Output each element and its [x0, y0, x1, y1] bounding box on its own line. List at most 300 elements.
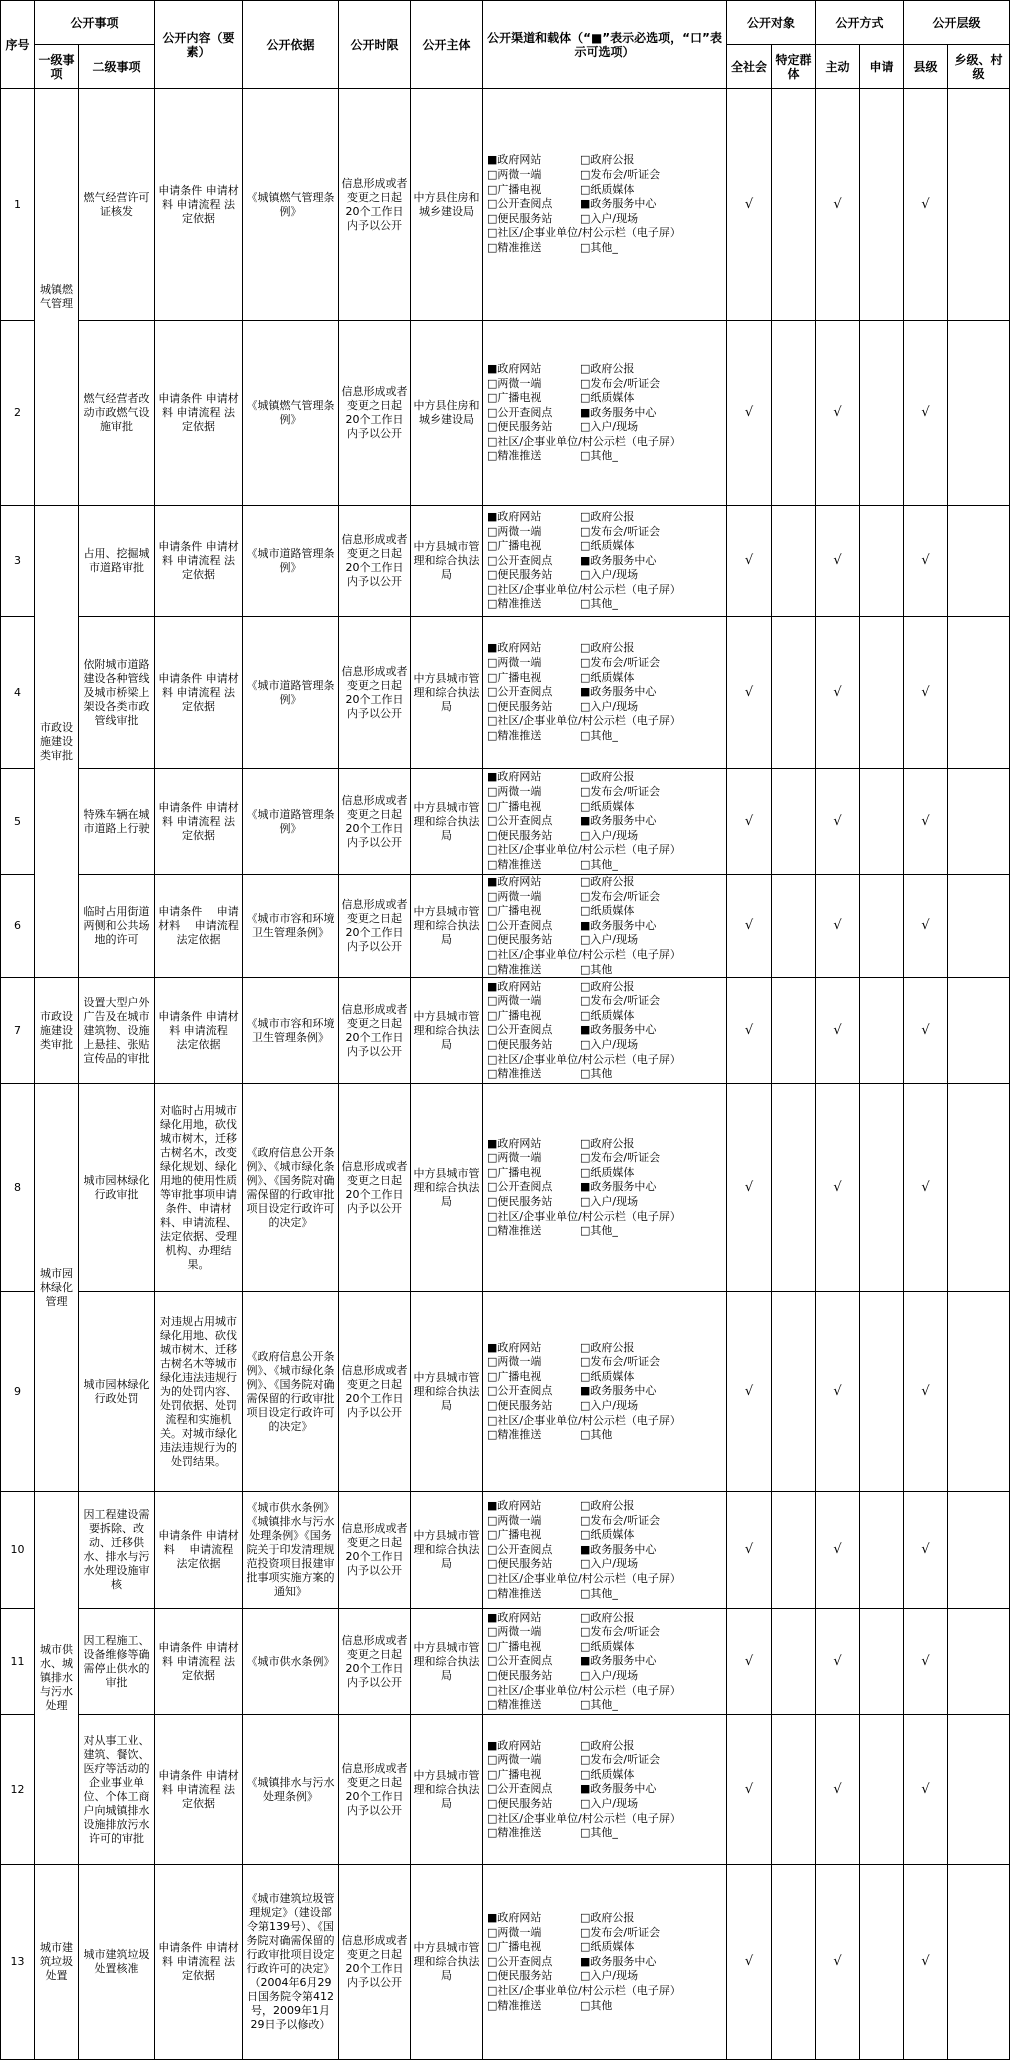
channel-option: □发布会/听证会 [580, 1355, 661, 1369]
channel-option: □纸质媒体 [580, 1165, 635, 1179]
channel-option: ■政务服务中心 [580, 405, 657, 419]
disclosure-subject: 中方县城市管理和综合执法局 [411, 1492, 483, 1609]
channel-list [487, 510, 722, 612]
channel-option: □广播电视 [487, 799, 542, 813]
town-cell [948, 875, 1010, 978]
disclosure-channels [483, 89, 727, 321]
channel-option: ■政务服务中心 [580, 1180, 657, 1194]
channel-option: □便民服务站 [487, 1398, 553, 1412]
table-row [1, 1292, 1010, 1492]
channel-list [487, 1911, 722, 2013]
society-check: √ [727, 89, 772, 321]
row-number: 1 [1, 89, 35, 321]
county-check: √ [904, 617, 948, 769]
apply-cell [860, 1865, 904, 2060]
channel-option: □发布会/听证会 [580, 889, 661, 903]
channel-option: □便民服务站 [487, 1796, 553, 1810]
disclosure-subject: 中方县城市管理和综合执法局 [411, 617, 483, 769]
channel-option: □纸质媒体 [580, 1940, 635, 1954]
society-check: √ [727, 321, 772, 506]
channel-option: □广播电视 [487, 1639, 542, 1653]
channel-option: □两微一端 [487, 1355, 542, 1369]
channel-option: □广播电视 [487, 1528, 542, 1542]
channel-option: □便民服务站 [487, 1668, 553, 1682]
apply-cell [860, 978, 904, 1084]
channel-option: □便民服务站 [487, 1969, 553, 1983]
disclosure-basis: 《城市建筑垃圾管理规定》（建设部令第139号）、《国务院对确需保留的行政审批项目设定行政许可的决定》（2004年6月29日国务院令第412号，2009年1月29日予以修改） [243, 1865, 339, 2060]
channel-option: □其他_ [580, 1586, 618, 1600]
channel-option: □便民服务站 [487, 211, 553, 225]
channel-option: □两微一端 [487, 524, 542, 538]
header-town: 乡级、村级 [948, 45, 1010, 89]
county-check: √ [904, 1492, 948, 1609]
disclosure-subject: 中方县城市管理和综合执法局 [411, 1609, 483, 1715]
level2-item: 对从事工业、建筑、餐饮、医疗等活动的企业事业单位、个体工商户向城镇排水设施排放污水许可的审批 [79, 1715, 155, 1865]
disclosure-subject: 中方县住房和城乡建设局 [411, 321, 483, 506]
specific-group-cell [772, 89, 816, 321]
header-county: 县级 [904, 45, 948, 89]
channel-option: □其他_ [580, 449, 618, 463]
apply-cell [860, 875, 904, 978]
header-society: 全社会 [727, 45, 772, 89]
channel-option: □其他_ [580, 857, 618, 871]
channel-option: ■政务服务中心 [580, 814, 657, 828]
channel-option: □其他 [580, 1067, 613, 1081]
level2-item: 因工程建设需要拆除、改动、迁移供水、排水与污水处理设施审核 [79, 1492, 155, 1609]
disclosure-timelimit: 信息形成或者变更之日起20个工作日内予以公开 [339, 1292, 411, 1492]
channel-option: □两微一端 [487, 994, 542, 1008]
disclosure-content: 对违规占用城市绿化用地、砍伐城市树木、迁移古树名木等城市绿化违法违规行为的处罚内容、处罚依据、处罚流程和实施机关。对城市绿化违法违规行为的处罚结果。 [155, 1292, 243, 1492]
disclosure-timelimit: 信息形成或者变更之日起20个工作日内予以公开 [339, 1084, 411, 1292]
active-check: √ [816, 769, 860, 875]
channel-option: □入户/现场 [580, 1557, 639, 1571]
county-check: √ [904, 1292, 948, 1492]
disclosure-content: 申请条件 申请材料 申请流程 法定依据 [155, 506, 243, 617]
channel-option: □公开查阅点 [487, 553, 553, 567]
channel-option: □广播电视 [487, 1369, 542, 1383]
town-cell [948, 769, 1010, 875]
header-basis: 公开依据 [243, 1, 339, 89]
channel-option: □公开查阅点 [487, 685, 553, 699]
specific-group-cell [772, 506, 816, 617]
specific-group-cell [772, 1609, 816, 1715]
level1-item: 城市建筑垃圾处置 [35, 1865, 79, 2060]
channel-option: □两微一端 [487, 168, 542, 182]
channel-list [487, 980, 722, 1082]
disclosure-basis: 《政府信息公开条例》、《城市绿化条例》、《国务院对确需保留的行政审批项目设定行政许可的决定》 [243, 1084, 339, 1292]
channel-option: □便民服务站 [487, 1194, 553, 1208]
header-active: 主动 [816, 45, 860, 89]
channel-option: □广播电视 [487, 1165, 542, 1179]
channel-option: □发布会/听证会 [580, 1151, 661, 1165]
channel-option: □便民服务站 [487, 828, 553, 842]
disclosure-timelimit: 信息形成或者变更之日起20个工作日内予以公开 [339, 875, 411, 978]
disclosure-timelimit: 信息形成或者变更之日起20个工作日内予以公开 [339, 617, 411, 769]
channel-option: □其他_ [580, 1698, 618, 1712]
society-check: √ [727, 769, 772, 875]
society-check: √ [727, 1715, 772, 1865]
channel-option: □公开查阅点 [487, 1542, 553, 1556]
channel-option: □社区/企事业单位/村公示栏（电子屏） [487, 843, 681, 857]
specific-group-cell [772, 1084, 816, 1292]
channel-option: ■政务服务中心 [580, 1384, 657, 1398]
apply-cell [860, 617, 904, 769]
channel-option: □纸质媒体 [580, 182, 635, 196]
channel-option: □纸质媒体 [580, 799, 635, 813]
level2-item: 特殊车辆在城市道路上行驶 [79, 769, 155, 875]
specific-group-cell [772, 769, 816, 875]
apply-cell [860, 1715, 904, 1865]
county-check: √ [904, 321, 948, 506]
channel-list [487, 1341, 722, 1443]
channel-option: □社区/企事业单位/村公示栏（电子屏） [487, 1811, 681, 1825]
channel-option: □公开查阅点 [487, 197, 553, 211]
header-subject: 公开主体 [411, 1, 483, 89]
county-check: √ [904, 1865, 948, 2060]
channel-option: □精准推送 [487, 1586, 542, 1600]
channel-option: □入户/现场 [580, 1037, 639, 1051]
town-cell [948, 978, 1010, 1084]
channel-list [487, 362, 722, 464]
channel-option: □社区/企事业单位/村公示栏（电子屏） [487, 1209, 681, 1223]
level2-item: 因工程施工、设备维修等确需停止供水的审批 [79, 1609, 155, 1715]
row-number: 9 [1, 1292, 35, 1492]
channel-option: □广播电视 [487, 1940, 542, 1954]
channel-option: □精准推送 [487, 1224, 542, 1238]
channel-option: □其他_ [580, 1826, 618, 1840]
channel-option: □两微一端 [487, 1625, 542, 1639]
disclosure-timelimit: 信息形成或者变更之日起20个工作日内予以公开 [339, 769, 411, 875]
channel-option: □政府公报 [580, 1340, 635, 1354]
channel-option: ■政府网站 [487, 1610, 542, 1624]
channel-option: □公开查阅点 [487, 1654, 553, 1668]
society-check: √ [727, 617, 772, 769]
channel-option: ■政府网站 [487, 770, 542, 784]
active-check: √ [816, 1865, 860, 2060]
channel-option: □精准推送 [487, 1998, 542, 2012]
town-cell [948, 506, 1010, 617]
disclosure-timelimit: 信息形成或者变更之日起20个工作日内予以公开 [339, 1715, 411, 1865]
town-cell [948, 321, 1010, 506]
channel-option: □精准推送 [487, 597, 542, 611]
header-seq: 序号 [1, 1, 35, 89]
channel-option: □社区/企事业单位/村公示栏（电子屏） [487, 1572, 681, 1586]
row-number: 2 [1, 321, 35, 506]
table-row [1, 321, 1010, 506]
apply-cell [860, 1609, 904, 1715]
channel-option: □两微一端 [487, 656, 542, 670]
disclosure-basis: 《城镇燃气管理条例》 [243, 89, 339, 321]
table-row [1, 1609, 1010, 1715]
channel-option: □公开查阅点 [487, 918, 553, 932]
disclosure-content: 申请条件 申请材料 申请流程 法定依据 [155, 1609, 243, 1715]
channel-option: □发布会/听证会 [580, 1753, 661, 1767]
channel-option: □入户/现场 [580, 1796, 639, 1810]
channel-option: □入户/现场 [580, 1969, 639, 1983]
disclosure-content: 申请条件 申请材料 申请流程 法定依据 [155, 875, 243, 978]
channel-option: □精准推送 [487, 962, 542, 976]
channel-list [487, 641, 722, 743]
channel-option: □入户/现场 [580, 828, 639, 842]
channel-option: □纸质媒体 [580, 670, 635, 684]
header-timelimit: 公开时限 [339, 1, 411, 89]
town-cell [948, 1292, 1010, 1492]
disclosure-timelimit: 信息形成或者变更之日起20个工作日内予以公开 [339, 1865, 411, 2060]
row-number: 11 [1, 1609, 35, 1715]
row-number: 13 [1, 1865, 35, 2060]
level1-item: 市政设施建设类审批 [35, 978, 79, 1084]
disclosure-timelimit: 信息形成或者变更之日起20个工作日内予以公开 [339, 89, 411, 321]
header-mode: 公开方式 [816, 1, 904, 45]
level1-item: 城市供水、城镇排水与污水处理 [35, 1492, 79, 1865]
channel-option: ■政府网站 [487, 509, 542, 523]
table-row [1, 1084, 1010, 1292]
disclosure-content: 对临时占用城市绿化用地，砍伐城市树木，迁移古树名木，改变绿化规划、绿化用地的使用性质等审批事项申请条件、申请材料、申请流程、法定依据、受理机构、办理结果。 [155, 1084, 243, 1292]
channel-option: □其他 [580, 1998, 613, 2012]
channel-option: □两微一端 [487, 785, 542, 799]
county-check: √ [904, 1609, 948, 1715]
county-check: √ [904, 1715, 948, 1865]
disclosure-basis: 《城市道路管理条例》 [243, 506, 339, 617]
channel-option: □入户/现场 [580, 933, 639, 947]
channel-option: ■政府网站 [487, 1738, 542, 1752]
level2-item: 城市园林绿化行政审批 [79, 1084, 155, 1292]
table-row [1, 978, 1010, 1084]
channel-option: □公开查阅点 [487, 814, 553, 828]
channel-option: □社区/企事业单位/村公示栏（电子屏） [487, 434, 681, 448]
disclosure-subject: 中方县城市管理和综合执法局 [411, 1292, 483, 1492]
header-content: 公开内容（要素） [155, 1, 243, 89]
active-check: √ [816, 617, 860, 769]
channel-list [487, 1499, 722, 1601]
county-check: √ [904, 875, 948, 978]
channel-option: □发布会/听证会 [580, 376, 661, 390]
channel-list [487, 770, 722, 872]
disclosure-timelimit: 信息形成或者变更之日起20个工作日内予以公开 [339, 978, 411, 1084]
town-cell [948, 89, 1010, 321]
channel-option: □纸质媒体 [580, 904, 635, 918]
channel-option: □两微一端 [487, 889, 542, 903]
disclosure-basis: 《城镇排水与污水处理条例》 [243, 1715, 339, 1865]
apply-cell [860, 506, 904, 617]
disclosure-channels [483, 978, 727, 1084]
channel-option: □便民服务站 [487, 1557, 553, 1571]
channel-list [487, 153, 722, 255]
channel-option: ■政府网站 [487, 979, 542, 993]
channel-option: □其他 [580, 1428, 613, 1442]
disclosure-basis: 《城镇燃气管理条例》 [243, 321, 339, 506]
table-row [1, 89, 1010, 321]
disclosure-content: 申请条件 申请材料 申请流程 法定依据 [155, 769, 243, 875]
channel-option: □其他_ [580, 597, 618, 611]
channel-option: □其他_ [580, 1224, 618, 1238]
active-check: √ [816, 1609, 860, 1715]
level2-item: 临时占用街道两侧和公共场地的许可 [79, 875, 155, 978]
header-tier: 公开层级 [904, 1, 1010, 45]
disclosure-subject: 中方县城市管理和综合执法局 [411, 1865, 483, 2060]
header-matter: 公开事项 [35, 1, 155, 45]
active-check: √ [816, 321, 860, 506]
channel-option: □政府公报 [580, 1499, 635, 1513]
channel-option: ■政府网站 [487, 361, 542, 375]
disclosure-basis: 《城市市容和环境卫生管理条例》 [243, 875, 339, 978]
channel-option: □便民服务站 [487, 1037, 553, 1051]
channel-option: □政府公报 [580, 641, 635, 655]
channel-option: □政府公报 [580, 1136, 635, 1150]
apply-cell [860, 1084, 904, 1292]
active-check: √ [816, 875, 860, 978]
header-specific: 特定群体 [772, 45, 816, 89]
table-row [1, 1865, 1010, 2060]
level2-item: 燃气经营者改动市政燃气设施审批 [79, 321, 155, 506]
channel-option: □便民服务站 [487, 568, 553, 582]
row-number: 7 [1, 978, 35, 1084]
channel-option: □便民服务站 [487, 699, 553, 713]
table-row [1, 506, 1010, 617]
channel-option: □纸质媒体 [580, 1369, 635, 1383]
channel-option: □政府公报 [580, 1738, 635, 1752]
level2-item: 燃气经营许可证核发 [79, 89, 155, 321]
channel-option: □广播电视 [487, 1767, 542, 1781]
town-cell [948, 1609, 1010, 1715]
disclosure-subject: 中方县城市管理和综合执法局 [411, 1715, 483, 1865]
active-check: √ [816, 1084, 860, 1292]
channel-option: □公开查阅点 [487, 1954, 553, 1968]
channel-option: □纸质媒体 [580, 1767, 635, 1781]
channel-option: □广播电视 [487, 539, 542, 553]
specific-group-cell [772, 1292, 816, 1492]
disclosure-channels [483, 1865, 727, 2060]
channel-option: ■政府网站 [487, 641, 542, 655]
channel-option: □精准推送 [487, 728, 542, 742]
channel-option: □公开查阅点 [487, 1384, 553, 1398]
county-check: √ [904, 506, 948, 617]
row-number: 6 [1, 875, 35, 978]
society-check: √ [727, 875, 772, 978]
channel-option: □两微一端 [487, 376, 542, 390]
channel-option: ■政务服务中心 [580, 1654, 657, 1668]
channel-option: □两微一端 [487, 1513, 542, 1527]
header-channel: 公开渠道和载体（“■”表示必选项，“口”表示可选项） [483, 1, 727, 89]
disclosure-basis: 《政府信息公开条例》、《城市绿化条例》、《国务院对确需保留的行政审批项目设定行政许可的决定》 [243, 1292, 339, 1492]
channel-option: □其他 [580, 962, 613, 976]
channel-option: □政府公报 [580, 875, 635, 888]
disclosure-subject: 中方县城市管理和综合执法局 [411, 506, 483, 617]
channel-option: □两微一端 [487, 1151, 542, 1165]
active-check: √ [816, 506, 860, 617]
channel-option: □两微一端 [487, 1753, 542, 1767]
specific-group-cell [772, 978, 816, 1084]
channel-option: □社区/企事业单位/村公示栏（电子屏） [487, 714, 681, 728]
level1-item: 市政设施建设类审批 [35, 506, 79, 978]
channel-option: □入户/现场 [580, 699, 639, 713]
header-level2: 二级事项 [79, 45, 155, 89]
disclosure-content: 申请条件 申请材料 申请流程 法定依据 [155, 1865, 243, 2060]
channel-option: ■政府网站 [487, 1499, 542, 1513]
row-number: 3 [1, 506, 35, 617]
channel-option: □政府公报 [580, 1911, 635, 1925]
channel-option: □发布会/听证会 [580, 168, 661, 182]
channel-option: ■政务服务中心 [580, 1542, 657, 1556]
apply-cell [860, 89, 904, 321]
channel-option: ■政务服务中心 [580, 1954, 657, 1968]
channel-option: □政府公报 [580, 153, 635, 167]
channel-option: □精准推送 [487, 449, 542, 463]
society-check: √ [727, 1292, 772, 1492]
apply-cell [860, 769, 904, 875]
disclosure-basis: 《城市道路管理条例》 [243, 617, 339, 769]
specific-group-cell [772, 1715, 816, 1865]
disclosure-channels [483, 1292, 727, 1492]
active-check: √ [816, 1492, 860, 1609]
channel-option: □纸质媒体 [580, 1528, 635, 1542]
channel-option: ■政府网站 [487, 875, 542, 888]
disclosure-subject: 中方县住房和城乡建设局 [411, 89, 483, 321]
channel-option: ■政府网站 [487, 1340, 542, 1354]
disclosure-channels [483, 769, 727, 875]
channel-option: □政府公报 [580, 361, 635, 375]
level1-item: 城镇燃气管理 [35, 89, 79, 506]
society-check: √ [727, 1084, 772, 1292]
channel-option: □精准推送 [487, 1826, 542, 1840]
society-check: √ [727, 978, 772, 1084]
channel-list [487, 1137, 722, 1239]
specific-group-cell [772, 617, 816, 769]
disclosure-content: 申请条件 申请材料 申请流程 法定依据 [155, 321, 243, 506]
channel-option: □入户/现场 [580, 1194, 639, 1208]
channel-option: □公开查阅点 [487, 1782, 553, 1796]
disclosure-channels [483, 321, 727, 506]
table-row [1, 617, 1010, 769]
channel-option: □精准推送 [487, 240, 542, 254]
level2-item: 设置大型户外广告及在城市建筑物、设施上悬挂、张贴宣传品的审批 [79, 978, 155, 1084]
channel-option: □精准推送 [487, 1428, 542, 1442]
channel-option: □广播电视 [487, 391, 542, 405]
channel-option: □广播电视 [487, 1008, 542, 1022]
channel-option: □发布会/听证会 [580, 785, 661, 799]
disclosure-timelimit: 信息形成或者变更之日起20个工作日内予以公开 [339, 321, 411, 506]
disclosure-basis: 《城市供水条例》 [243, 1609, 339, 1715]
channel-option: □公开查阅点 [487, 1023, 553, 1037]
channel-option: □纸质媒体 [580, 391, 635, 405]
row-number: 10 [1, 1492, 35, 1609]
header-level1: 一级事项 [35, 45, 79, 89]
table-row [1, 769, 1010, 875]
channel-option: ■政务服务中心 [580, 1023, 657, 1037]
channel-option: □其他_ [580, 240, 618, 254]
channel-option: □广播电视 [487, 904, 542, 918]
county-check: √ [904, 89, 948, 321]
channel-option: □政府公报 [580, 770, 635, 784]
disclosure-subject: 中方县城市管理和综合执法局 [411, 769, 483, 875]
channel-option: □发布会/听证会 [580, 1513, 661, 1527]
row-number: 4 [1, 617, 35, 769]
channel-option: □入户/现场 [580, 1398, 639, 1412]
channel-option: □其他_ [580, 728, 618, 742]
channel-list [487, 1611, 722, 1713]
channel-option: □发布会/听证会 [580, 1925, 661, 1939]
row-number: 5 [1, 769, 35, 875]
channel-option: □纸质媒体 [580, 1639, 635, 1653]
disclosure-channels [483, 617, 727, 769]
row-number: 12 [1, 1715, 35, 1865]
disclosure-content: 申请条件 申请材料 申请流程 法定依据 [155, 89, 243, 321]
disclosure-subject: 中方县城市管理和综合执法局 [411, 978, 483, 1084]
disclosure-channels [483, 1084, 727, 1292]
disclosure-channels [483, 1492, 727, 1609]
specific-group-cell [772, 321, 816, 506]
apply-cell [860, 1292, 904, 1492]
